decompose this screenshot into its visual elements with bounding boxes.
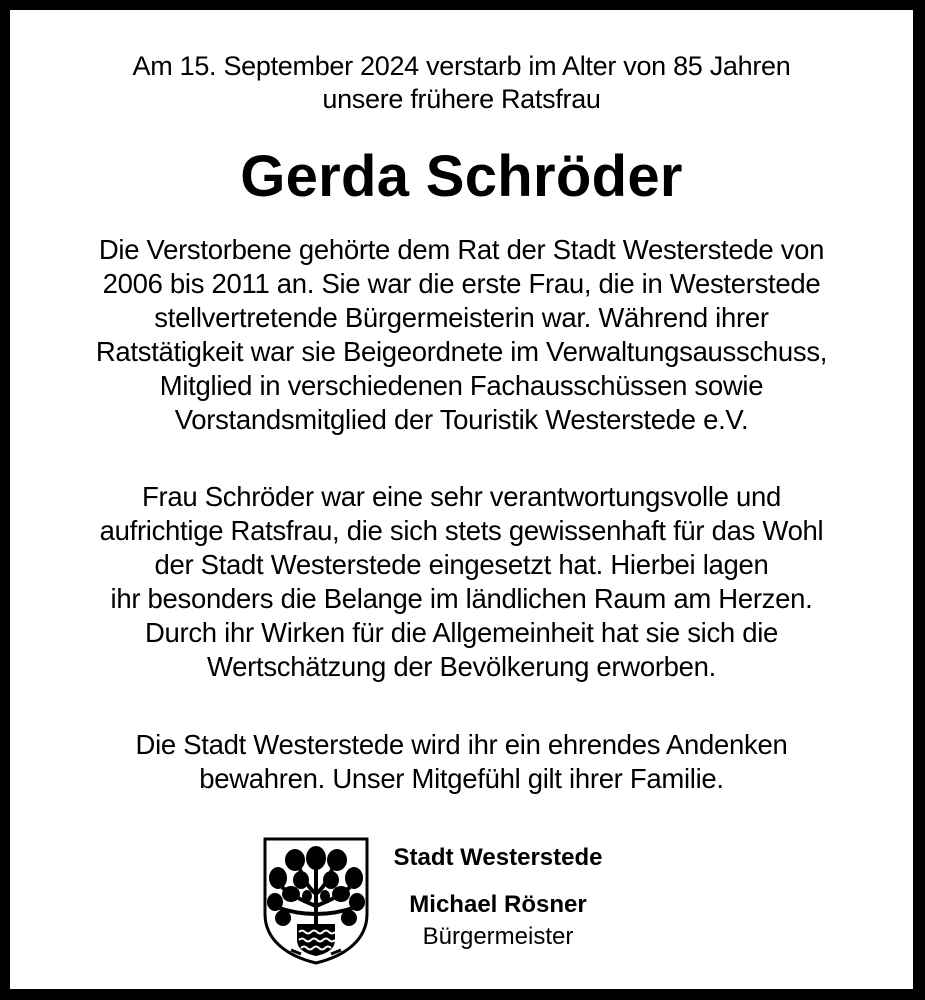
text-line: Frau Schröder war eine sehr verantwortungsvolle und: [142, 481, 781, 512]
signature-title: Bürgermeister: [422, 923, 574, 950]
signature-organization: Stadt Westerstede: [393, 844, 603, 871]
coat-of-arms-icon: [261, 836, 371, 966]
text-line: Mitglied in verschiedenen Fachausschüssen sowie: [159, 370, 764, 401]
intro-line: unsere frühere Ratsfrau: [322, 84, 601, 114]
paragraph-tribute: [10, 480, 913, 684]
text-line: aufrichtige Ratsfrau, die sich stets gewissenhaft für das Wohl: [99, 515, 824, 546]
text-line: 2006 bis 2011 an. Sie war die erste Frau, die in Westerstede: [102, 268, 821, 299]
intro-text: [10, 50, 913, 116]
deceased-name: Gerda Schröder: [240, 144, 683, 209]
intro-line: Am 15. September 2024 verstarb im Alter von 85 Jahren: [132, 51, 791, 81]
text-line: Die Stadt Westerstede wird ihr ein ehrendes Andenken: [135, 729, 788, 760]
text-line: stellvertretende Bürgermeisterin war. Während ihrer: [154, 302, 769, 333]
text-line: Ratstätigkeit war sie Beigeordnete im Verwaltungsausschuss,: [95, 336, 828, 367]
signature-name: Michael Rösner: [409, 891, 587, 918]
text-line: ihr besonders die Belange im ländlichen Raum am Herzen.: [110, 583, 813, 614]
text-line: Durch ihr Wirken für die Allgemeinheit hat sie sich die: [144, 617, 779, 648]
paragraph-tenure: [10, 233, 913, 437]
text-line: der Stadt Westerstede eingesetzt hat. Hierbei lagen: [154, 549, 769, 580]
obituary-notice: [10, 10, 913, 989]
text-line: Vorstandsmitglied der Touristik Westerstede e.V.: [174, 404, 749, 435]
text-line: Wertschätzung der Bevölkerung erworben.: [206, 651, 717, 682]
paragraph-condolence: [10, 728, 913, 796]
text-line: bewahren. Unser Mitgefühl gilt ihrer Familie.: [199, 763, 724, 794]
text-line: Die Verstorbene gehörte dem Rat der Stadt Westerstede von: [98, 234, 825, 265]
